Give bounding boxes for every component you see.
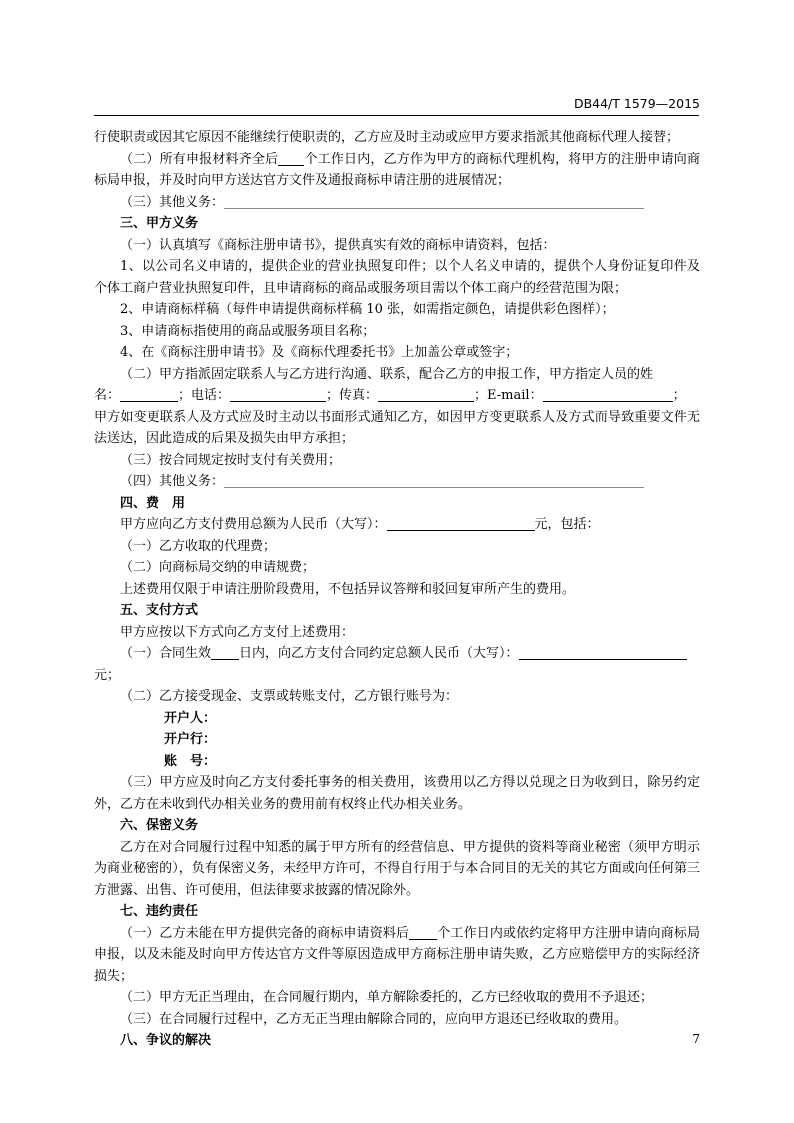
paragraph: （一）认真填写《商标注册申请书》，提供真实有效的商标申请资料，包括：: [120, 237, 556, 253]
paragraph: 元；: [94, 667, 121, 683]
paragraph: （二）甲方指派固定联系人与乙方进行沟通、联系，配合乙方的申报工作，甲方指定人员的姓: [120, 366, 654, 382]
paragraph: 上述费用仅限于申请注册阶段费用，不包括异议答辩和驳回复审所产生的费用。: [120, 581, 576, 597]
paragraph: （三）其他义务：: [94, 192, 700, 214]
blank-field: [224, 472, 644, 488]
section-heading: 八、争议的解决: [120, 1033, 212, 1048]
paragraph: 乙方在对合同履行过程中知悉的属于甲方所有的经营信息、甲方提供的资料等商业秘密（须甲方明示为商业秘密的），负有保密义务，未经甲方许可，不得自行用于与本合同目的无关的其它方面或向任何第三方泄露、出售、许可使用，但法律要求披露的情况除外。: [94, 839, 700, 898]
paragraph: （三）按合同规定按时支付有关费用；: [120, 452, 342, 468]
paragraph: （一）合同生效 日内，向乙方支付合同约定总额人民币（大写）：: [94, 643, 700, 665]
paragraph: 行使职责或因其它原因不能继续行使职责的，乙方应及时主动或应甲方要求指派其他商标代理人接替；: [94, 130, 680, 145]
paragraph: （三）在合同履行过程中，乙方无正当理由解除合同的，应向甲方退还已经收取的费用。: [120, 1011, 628, 1027]
paragraph: （二）向商标局交纳的申请规费；: [120, 560, 316, 575]
paragraph: （四）其他义务：: [94, 471, 700, 493]
paragraph: （一）乙方收取的代理费；: [120, 538, 277, 554]
paragraph: （二）所有申报材料齐全后 个工作日内，乙方作为甲方的商标代理机构，将甲方的注册申请向商标局申报，并及时向甲方送达官方文件及通报商标申请注册的进展情况；: [94, 151, 700, 188]
paragraph: 4、在《商标注册申请书》及《商标代理委托书》上加盖公章或签字；: [120, 345, 519, 360]
section-heading: 五、支付方式: [120, 603, 199, 618]
blank-field: [230, 386, 326, 402]
paragraph: 甲方应按以下方式向乙方支付上述费用：: [120, 624, 355, 640]
blank-field: [278, 150, 304, 166]
bank-field-label: 开户行：: [164, 732, 217, 747]
bank-field-label: 账 号：: [164, 753, 217, 769]
paragraph: （三）甲方应及时向乙方支付委托事务的相关费用，该费用以乙方得以兑现之日为收到日，除另约定外，乙方在未收到代办相关业务的费用前有权终止代办相关业务。: [94, 775, 700, 812]
paragraph: 甲方如变更联系人及方式应及时主动以书面形式通知乙方，如因甲方变更联系人及方式而导致重要文件无法送达，因此造成的后果及损失由甲方承担；: [94, 409, 700, 446]
paragraph: 1、以公司名义申请的，提供企业的营业执照复印件；以个人名义申请的，提供个人身份证复印件及个体工商户营业执照复印件，且申请商标的商品或服务项目需以个体工商户的经营范围为限；: [94, 259, 700, 296]
page-number: 7: [692, 1032, 700, 1046]
blank-field: [387, 515, 535, 531]
paragraph: （二）乙方接受现金、支票或转账支付，乙方银行账号为：: [120, 689, 459, 704]
paragraph: 2、申请商标样稿（每件申请提供商标样稿 10 张，如需指定颜色，请提供彩色图样）；: [120, 302, 615, 317]
blank-field: [543, 386, 673, 402]
paragraph: 甲方应向乙方支付费用总额为人民币（大写）： 元，包括：: [120, 517, 600, 532]
section-heading: 七、违约责任: [120, 904, 199, 919]
standard-number: DB44/T 1579—2015: [573, 96, 700, 111]
paragraph: （二）甲方无正当理由，在合同履行期内，单方解除委托的，乙方已经收取的费用不予退还；: [120, 990, 654, 1005]
section-heading: 六、保密义务: [120, 818, 199, 833]
bank-field-label: 开户人：: [164, 710, 217, 726]
header-rule: [94, 115, 699, 116]
blank-field: [224, 193, 644, 209]
blank-field: [519, 644, 687, 660]
blank-field: [378, 386, 474, 402]
blank-field: [120, 386, 178, 402]
paragraph: 3、申请商标指使用的商品或服务项目名称；: [120, 323, 376, 339]
blank-field: [409, 924, 437, 940]
document-body: [94, 127, 700, 1052]
paragraph: （一）乙方未能在甲方提供完备的商标申请资料后 个工作日内或依约定将甲方注册申请向商标局申报，以及未能及时向甲方传达官方文件等原因造成甲方商标注册申请失败，乙方应赔偿甲方的实际经济损失；: [94, 925, 700, 984]
contact-line: 名： ；电话： ；传真： ；E-mail： ；: [94, 388, 686, 403]
section-heading: 三、甲方义务: [120, 216, 199, 231]
section-heading: 四、费 用: [120, 495, 186, 511]
blank-field: [211, 644, 239, 660]
